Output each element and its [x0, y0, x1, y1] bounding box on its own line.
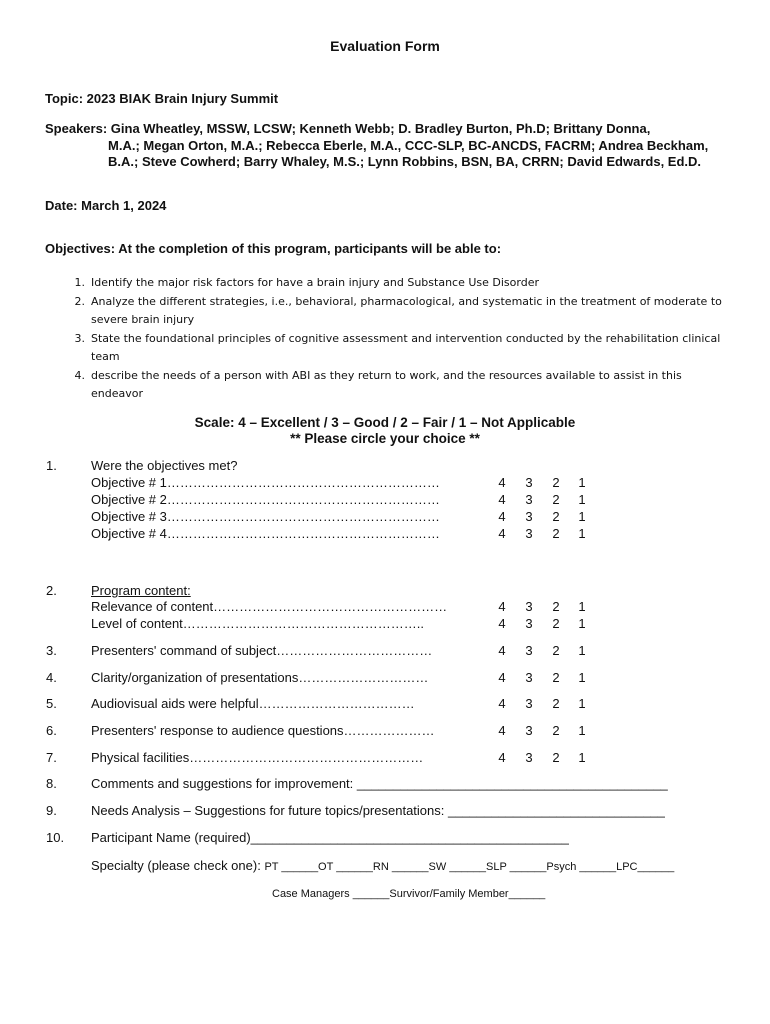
- question-number: 5.: [46, 696, 57, 711]
- rating-option-1[interactable]: 1: [578, 509, 586, 524]
- list-item: 3. State the foundational principles of cognitive assessment and intervention conducted by the rehabilitation clinical team: [74, 331, 721, 363]
- question-2-text: Program content:: [91, 583, 191, 598]
- rating-option-4[interactable]: 4: [498, 509, 506, 524]
- objectives-heading: Objectives: At the completion of this program, participants will be able to:: [45, 241, 502, 256]
- rating-option-3[interactable]: 3: [525, 492, 533, 507]
- rating-scale: [0, 415, 770, 447]
- list-item: 1. Identify the major risk factors for have a brain injury and Substance Use Disorder: [74, 276, 539, 289]
- rating-option-1[interactable]: 1: [578, 475, 586, 490]
- objective-4-row: Objective # 4………………………………………………………: [91, 526, 440, 541]
- rating-option-4[interactable]: 4: [498, 475, 506, 490]
- date-line: [45, 198, 166, 213]
- rating-option-2[interactable]: 2: [552, 599, 560, 614]
- rating-option-3[interactable]: 3: [525, 599, 533, 614]
- question-3-text: Presenters' command of subject………………………………: [91, 643, 433, 658]
- rating-option-2[interactable]: 2: [552, 750, 560, 765]
- rating-option-4[interactable]: 4: [498, 526, 506, 541]
- rating-option-1[interactable]: 1: [578, 643, 586, 658]
- date-label: Date:: [45, 198, 78, 213]
- rating-option-2[interactable]: 2: [552, 643, 560, 658]
- rating-option-2[interactable]: 2: [552, 723, 560, 738]
- rating-option-3[interactable]: 3: [525, 723, 533, 738]
- topic-line: [45, 91, 278, 106]
- rating-option-1[interactable]: 1: [578, 616, 586, 631]
- rating-option-2[interactable]: 2: [552, 509, 560, 524]
- objectives-list: [45, 274, 725, 404]
- participant-name-field[interactable]: Participant Name (required)____________________________________________: [91, 830, 569, 845]
- question-7-text: Physical facilities………………………………………………: [91, 750, 424, 765]
- question-1-text: Were the objectives met?: [91, 458, 238, 473]
- question-number: 3.: [46, 643, 57, 658]
- rating-option-4[interactable]: 4: [498, 643, 506, 658]
- rating-option-3[interactable]: 3: [525, 526, 533, 541]
- scale-legend: Scale: 4 – Excellent / 3 – Good / 2 – Fair / 1 – Not Applicable: [194, 415, 576, 430]
- rating-option-2[interactable]: 2: [552, 696, 560, 711]
- question-number: 6.: [46, 723, 57, 738]
- question-number: 7.: [46, 750, 57, 765]
- topic-label: Topic:: [45, 91, 84, 106]
- scale-instruction: ** Please circle your choice **: [290, 431, 480, 446]
- question-number: 8.: [46, 776, 57, 791]
- rating-option-2[interactable]: 2: [552, 492, 560, 507]
- rating-option-1[interactable]: 1: [578, 696, 586, 711]
- rating-option-2[interactable]: 2: [552, 475, 560, 490]
- rating-option-3[interactable]: 3: [525, 696, 533, 711]
- rating-option-2[interactable]: 2: [552, 526, 560, 541]
- rating-option-2[interactable]: 2: [552, 670, 560, 685]
- specialty-label: Specialty (please check one):: [91, 858, 261, 873]
- rating-option-1[interactable]: 1: [578, 526, 586, 541]
- rating-option-3[interactable]: 3: [525, 643, 533, 658]
- rating-option-3[interactable]: 3: [525, 670, 533, 685]
- rating-option-3[interactable]: 3: [525, 509, 533, 524]
- needs-analysis-field[interactable]: Needs Analysis – Suggestions for future topics/presentations: ______________________________: [91, 803, 665, 818]
- rating-option-3[interactable]: 3: [525, 616, 533, 631]
- relevance-row: Relevance of content………………………………………………: [91, 599, 448, 614]
- speakers-label: Speakers:: [45, 121, 108, 136]
- rating-option-1[interactable]: 1: [578, 599, 586, 614]
- objective-3-row: Objective # 3………………………………………………………: [91, 509, 440, 524]
- rating-option-4[interactable]: 4: [498, 670, 506, 685]
- rating-option-4[interactable]: 4: [498, 616, 506, 631]
- question-5-text: Audiovisual aids were helpful………………………………: [91, 696, 415, 711]
- question-number: 1.: [46, 458, 57, 473]
- question-4-text: Clarity/organization of presentations…………………………: [91, 670, 429, 685]
- topic-value: 2023 BIAK Brain Injury Summit: [86, 91, 279, 106]
- rating-option-4[interactable]: 4: [498, 492, 506, 507]
- question-number: 9.: [46, 803, 57, 818]
- list-item: 4. describe the needs of a person with ABI as they return to work, and the resources available to assist in this endeavor: [74, 368, 682, 400]
- rating-option-1[interactable]: 1: [578, 492, 586, 507]
- rating-option-1[interactable]: 1: [578, 670, 586, 685]
- question-number: 10.: [46, 830, 65, 845]
- rating-option-4[interactable]: 4: [498, 723, 506, 738]
- rating-option-2[interactable]: 2: [552, 616, 560, 631]
- speakers-rest: M.A.; Megan Orton, M.A.; Rebecca Eberle, M.A., CCC-SLP, BC-ANCDS, FACRM; Andrea Beckham, B.A.; Steve Cowherd; Barry Whaley, M.S.; Lynn Robbins, BSN, BA, CRRN; David Edwards, Ed.D.: [108, 137, 709, 169]
- page-title: Evaluation Form: [330, 38, 440, 54]
- specialty-options[interactable]: PT ______OT ______RN ______SW ______SLP ______Psych ______LPC______: [264, 861, 675, 873]
- rating-option-1[interactable]: 1: [578, 750, 586, 765]
- rating-option-4[interactable]: 4: [498, 696, 506, 711]
- rating-option-3[interactable]: 3: [525, 750, 533, 765]
- rating-option-4[interactable]: 4: [498, 750, 506, 765]
- objective-1-row: Objective # 1………………………………………………………: [91, 475, 440, 490]
- specialty-line: [91, 858, 674, 873]
- rating-option-3[interactable]: 3: [525, 475, 533, 490]
- question-6-text: Presenters' response to audience questions…………………: [91, 723, 435, 738]
- speakers-first-line: Gina Wheatley, MSSW, LCSW; Kenneth Webb; D. Bradley Burton, Ph.D; Brittany Donna,: [110, 121, 651, 136]
- question-number: 4.: [46, 670, 57, 685]
- speakers-block: [45, 121, 725, 171]
- rating-option-4[interactable]: 4: [498, 599, 506, 614]
- objective-2-row: Objective # 2………………………………………………………: [91, 492, 440, 507]
- list-item: 2. Analyze the different strategies, i.e., behavioral, pharmacological, and systematic in the treatment of moderate to severe brain injury: [74, 294, 722, 326]
- comments-field[interactable]: Comments and suggestions for improvement: ___________________________________________: [91, 776, 668, 791]
- rating-option-1[interactable]: 1: [578, 723, 586, 738]
- level-row: Level of content………………………………………………..: [91, 616, 425, 631]
- specialty-line-2[interactable]: Case Managers ______Survivor/Family Member______: [272, 888, 546, 900]
- question-number: 2.: [46, 583, 57, 598]
- date-value: March 1, 2024: [81, 198, 167, 213]
